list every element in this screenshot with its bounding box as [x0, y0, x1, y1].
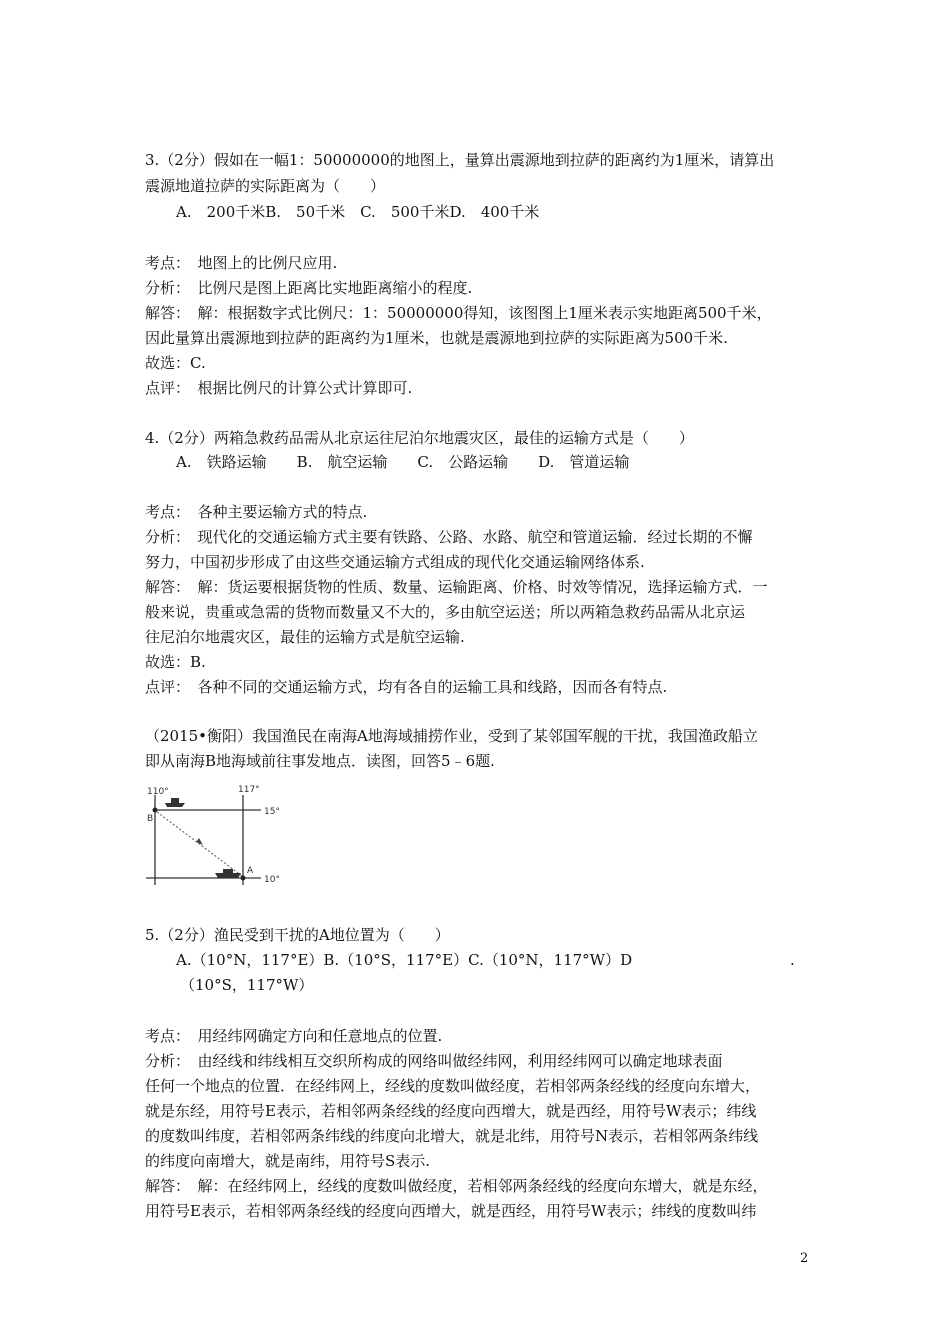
q4-dianping: 点评： 各种不同的交通运输方式，均有各自的运输工具和线路，因而各有特点. [145, 678, 668, 696]
fishing-boat-icon [165, 798, 185, 807]
label-point-a: A [247, 866, 254, 876]
point-b-marker [153, 808, 158, 813]
lat-lon-grid-map [143, 785, 293, 895]
q5-fenxi-line4: 的度数叫纬度，若相邻两条纬线的纬度向北增大，就是北纬，用符号N表示，若相邻两条纬线 [145, 1127, 759, 1145]
q4-kaodian: 考点： 各种主要运输方式的特点. [145, 503, 368, 521]
q5-fenxi-line2: 任何一个地点的位置．在经纬网上，经线的度数叫做经度，若相邻两条经线的经度向东增大， [145, 1077, 761, 1095]
route-b-to-a [157, 812, 242, 876]
q5-options-line2: （10°S，117°W） [180, 976, 314, 994]
q5-jieda-line1: 解答： 解：在经纬网上，经线的度数叫做经度，若相邻两条经线的经度向东增大，就是东经， [145, 1177, 768, 1195]
q3-answer: 故选：C. [145, 354, 206, 372]
q3-fenxi: 分析： 比例尺是图上距离比实地距离缩小的程度. [145, 279, 473, 297]
q4-stem: 4.（2分）两箱急救药品需从北京运往尼泊尔地震灾区，最佳的运输方式是（ ） [145, 429, 694, 447]
q4-options: A. 铁路运输 B. 航空运输 C. 公路运输 D. 管道运输 [176, 453, 630, 471]
warship-icon [215, 869, 241, 878]
q5-kaodian: 考点： 用经纬网确定方向和任意地点的位置. [145, 1027, 443, 1045]
passage-line2: 即从南海B地海域前往事发地点．读图，回答5﹣6题. [145, 752, 495, 770]
label-lat-15: 15° [264, 807, 280, 817]
q4-fenxi-line2: 努力，中国初步形成了由这些交通运输方式组成的现代化交通运输网络体系. [145, 553, 645, 571]
q4-jieda-line3: 往尼泊尔地震灾区，最佳的运输方式是航空运输. [145, 628, 465, 646]
q3-jieda-line2: 因此量算出震源地到拉萨的距离约为1厘米，也就是震源地到拉萨的实际距离为500千米. [145, 329, 728, 347]
q5-jieda-line2: 用符号E表示，若相邻两条经线的经度向西增大，就是西经，用符号W表示；纬线的度数叫纬 [145, 1202, 757, 1220]
q3-kaodian: 考点： 地图上的比例尺应用. [145, 254, 338, 272]
q3-dianping: 点评： 根据比例尺的计算公式计算即可. [145, 379, 413, 397]
q4-jieda-line2: 般来说，贵重或急需的货物而数量又不大的，多由航空运送；所以两箱急救药品需从北京运 [145, 603, 746, 621]
label-lon-117: 117° [238, 785, 260, 795]
q3-stem-line2: 震源地道拉萨的实际距离为（ ） [145, 177, 386, 195]
q3-options: A. 200千米B. 50千米 C. 500千米D. 400千米 [176, 203, 540, 221]
q5-fenxi-line3: 就是东经，用符号E表示，若相邻两条经线的经度向西增大，就是西经，用符号W表示；纬线 [145, 1102, 757, 1120]
q5-options-dot: . [790, 951, 795, 969]
label-lon-110: 110° [147, 787, 169, 797]
q4-jieda-line1: 解答： 解：货运要根据货物的性质、数量、运输距离、价格、时效等情况，选择运输方式．一 [145, 578, 768, 596]
q4-fenxi-line1: 分析： 现代化的交通运输方式主要有铁路、公路、水路、航空和管道运输．经过长期的不懈 [145, 528, 753, 546]
point-a-marker [241, 876, 246, 881]
q3-stem-line1: 3.（2分）假如在一幅1：50000000的地图上，量算出震源地到拉萨的距离约为1厘米，请算出 [145, 151, 775, 169]
q5-stem: 5.（2分）渔民受到干扰的A地位置为（ ） [145, 926, 450, 944]
q5-fenxi-line5: 的纬度向南增大，就是南纬，用符号S表示. [145, 1152, 431, 1170]
passage-line1: （2015•衡阳）我国渔民在南海A地海域捕捞作业，受到了某邻国军舰的干扰，我国渔政船立 [145, 727, 758, 745]
label-lat-10: 10° [264, 875, 280, 885]
q4-answer: 故选：B. [145, 653, 206, 671]
q3-jieda-line1: 解答： 解：根据数字式比例尺：1：50000000得知，该图图上1厘米表示实地距离500千米， [145, 304, 772, 322]
q5-options-line1: A.（10°N，117°E）B.（10°S，117°E）C.（10°N，117°W）D [176, 951, 633, 969]
page-number: 2 [800, 1251, 809, 1266]
label-point-b: B [147, 814, 154, 824]
q5-fenxi-line1: 分析： 由经线和纬线相互交织所构成的网络叫做经纬网，利用经纬网可以确定地球表面 [145, 1052, 723, 1070]
